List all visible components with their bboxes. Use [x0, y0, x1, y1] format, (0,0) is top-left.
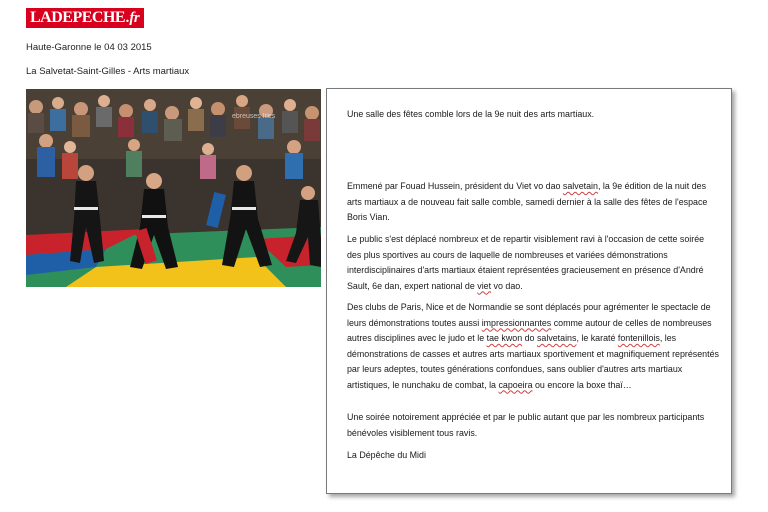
spellcheck-word: viet — [477, 280, 492, 291]
spellcheck-word: tae kwon — [486, 333, 523, 343]
photo-illustration — [26, 89, 321, 287]
location-section: La Salvetat-Saint-Gilles - Arts martiaux — [26, 66, 190, 77]
spellcheck-word: impressionnantes — [481, 317, 552, 328]
martial-arts-photo — [26, 89, 321, 287]
region-date: Haute-Garonne le 04 03 2015 — [26, 42, 152, 53]
spellcheck-word: capoeira — [498, 379, 533, 390]
article-paragraph-1: Emmené par Fouad Hussein, président du Viet vo dao salvetain, la 9e édition de la nuit des arts martiaux a de nouveau fait salle comble, samedi dernier à la salle des fêtes de l'espace Boris Vian. — [347, 181, 708, 222]
spellcheck-word: fontenillois — [617, 333, 660, 343]
article-paragraph-4: Une soirée notoirement appréciée et par le public autant que par les nombreux participants bénévoles visiblement tous ravis. — [347, 412, 705, 438]
logo-main-text: LADEPECHE — [30, 9, 126, 26]
article-source: La Dépêche du Midi — [347, 450, 426, 460]
photo-watermark: ebreuses files — [232, 113, 276, 120]
ladepeche-logo — [26, 8, 144, 28]
article-box — [326, 88, 732, 494]
logo-suffix-text: .fr — [126, 9, 140, 26]
article-headline: Une salle des fêtes comble lors de la 9e nuit des arts martiaux. — [347, 109, 595, 119]
article-paragraph-2: Le public s'est déplacé nombreux et de repartir visiblement ravi à l'occasion de cette soirée des plus sportives au cours de laquelle de nombreuses et variées démonstrations interdisciplinaires d'arts martiaux étaient représentées gracieusement en présence d'André Sault, 6e dan, expert national de viet vo dao. — [347, 234, 705, 291]
spellcheck-word: salvetain — [562, 181, 598, 191]
spellcheck-word: salvetains — [536, 333, 577, 343]
article-paragraph-3: Des clubs de Paris, Nice et de Normandie se sont déplacés pour agrémenter le spectacle de leurs démonstrations toutes aussi impressionnantes comme autour de celles de nombreuses autres disciplines avec le judo et le tae kwon do salvetains, le karaté fontenillois, les démonstrations de casses et autres arts martiaux sportivement et magnifiquement représentés par leurs adeptes, toutes générations confondues, sans oublier d'autres arts martiaux artistiques, le nunchaku de combat, la capoeira ou encore la boxe thaï… — [347, 302, 719, 390]
